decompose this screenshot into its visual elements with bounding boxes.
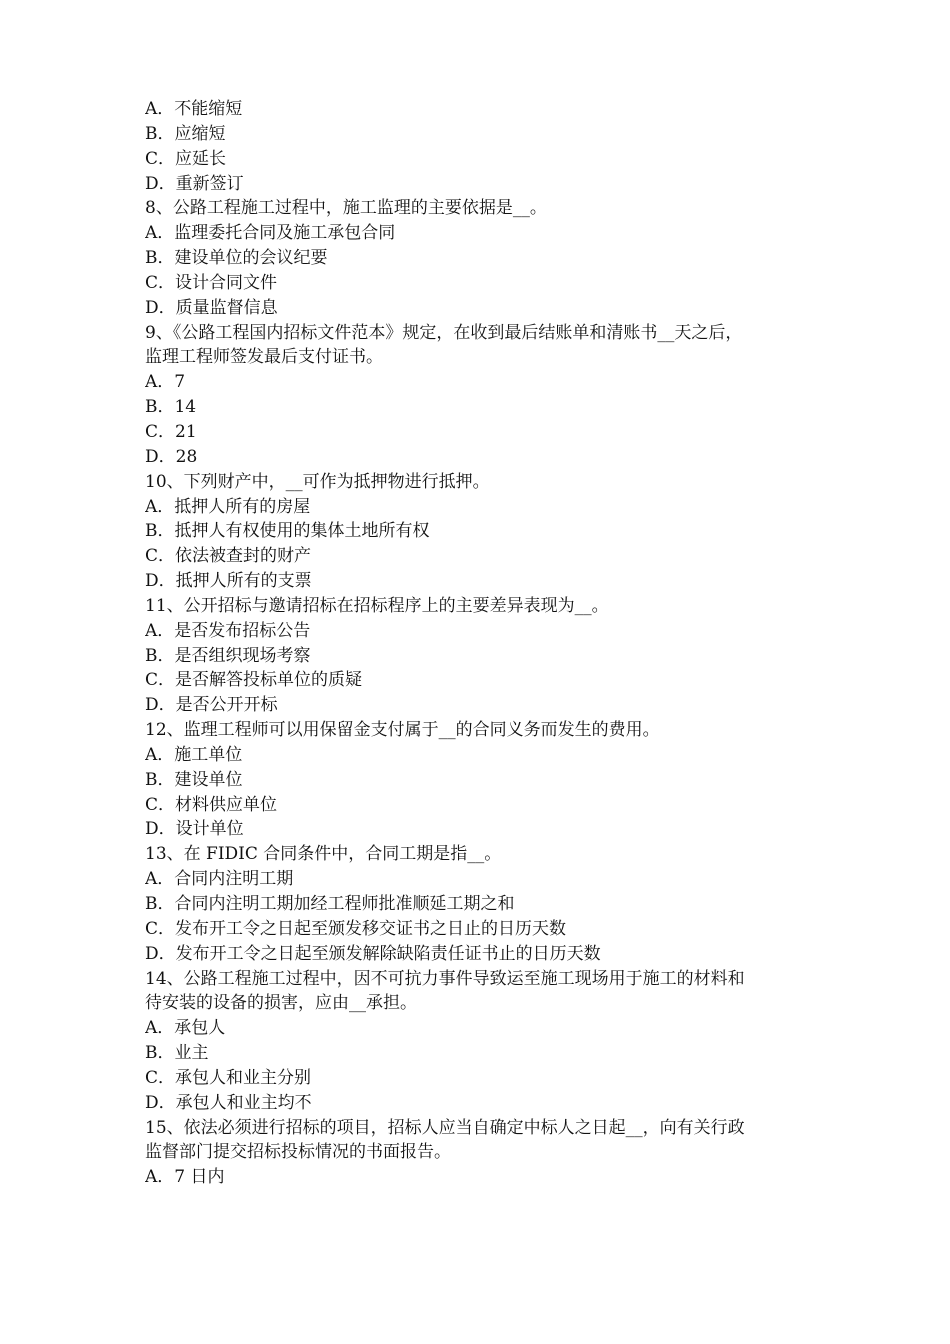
option-line: A．承包人 — [145, 1018, 226, 1039]
document-body — [145, 97, 815, 1190]
option-line: A．7 — [145, 372, 186, 393]
question-12: 12、监理工程师可以用保留金支付属于__的合同义务而发生的费用。 — [145, 720, 660, 741]
option-line: B．是否组织现场考察 — [145, 645, 311, 666]
option-line: A．不能缩短 — [145, 99, 243, 119]
question-10: 10、下列财产中，__可作为抵押物进行抵押。 — [145, 471, 490, 492]
option-line: B．建设单位的会议纪要 — [145, 248, 328, 269]
option-line: C．发布开工令之日起至颁发移交证书之日止的日历天数 — [145, 918, 567, 939]
option-line: B．建设单位 — [145, 769, 243, 790]
option-line: D．抵押人所有的支票 — [145, 571, 312, 592]
question-13: 13、在 FIDIC 合同条件中，合同工期是指__。 — [145, 844, 502, 865]
option-line: C．21 — [145, 421, 197, 442]
option-line: D．28 — [145, 446, 198, 467]
option-line: B．业主 — [145, 1043, 209, 1064]
question-8: 8、公路工程施工过程中，施工监理的主要依据是__。 — [145, 198, 547, 219]
option-line: D．发布开工令之日起至颁发解除缺陷责任证书止的日历天数 — [145, 943, 601, 964]
option-line: D．设计单位 — [145, 819, 244, 840]
option-line: A．监理委托合同及施工承包合同 — [145, 223, 396, 244]
option-line: D．是否公开开标 — [145, 695, 278, 716]
option-line: A．合同内注明工期 — [145, 869, 294, 890]
option-line: A．施工单位 — [145, 744, 243, 765]
option-line: B．14 — [145, 397, 197, 418]
option-line: B．抵押人有权使用的集体土地所有权 — [145, 521, 430, 542]
question-15: 15、依法必须进行招标的项目，招标人应当自确定中标人之日起__，向有关行政 — [145, 1117, 745, 1138]
option-line: C．应延长 — [145, 148, 227, 169]
option-line: A．7 日内 — [145, 1167, 225, 1188]
option-line: C．承包人和业主分别 — [145, 1067, 312, 1088]
option-line: D．承包人和业主均不 — [145, 1092, 312, 1113]
question-15-continued: 监督部门提交招标投标情况的书面报告。 — [145, 1142, 451, 1163]
option-line: D．质量监督信息 — [145, 297, 278, 318]
question-14: 14、公路工程施工过程中，因不可抗力事件导致运至施工现场用于施工的材料和 — [145, 968, 745, 989]
option-line: D．重新签订 — [145, 173, 244, 194]
option-line: A．是否发布招标公告 — [145, 620, 311, 641]
question-11: 11、公开招标与邀请招标在招标程序上的主要差异表现为__。 — [145, 595, 609, 616]
option-line: B．合同内注明工期加经工程师批准顺延工期之和 — [145, 894, 515, 914]
option-line: A．抵押人所有的房屋 — [145, 496, 311, 517]
option-line: C．设计合同文件 — [145, 272, 278, 293]
option-line: C．依法被查封的财产 — [145, 546, 312, 567]
option-line: C．是否解答投标单位的质疑 — [145, 670, 363, 691]
option-line: B．应缩短 — [145, 123, 226, 144]
option-line: C．材料供应单位 — [145, 794, 278, 815]
question-9: 9、《公路工程国内招标文件范本》规定，在收到最后结账单和清账书__天之后， — [145, 322, 743, 343]
question-14-continued: 待安装的设备的损害，应由__承担。 — [145, 993, 417, 1014]
question-9-continued: 监理工程师签发最后支付证书。 — [145, 347, 383, 368]
